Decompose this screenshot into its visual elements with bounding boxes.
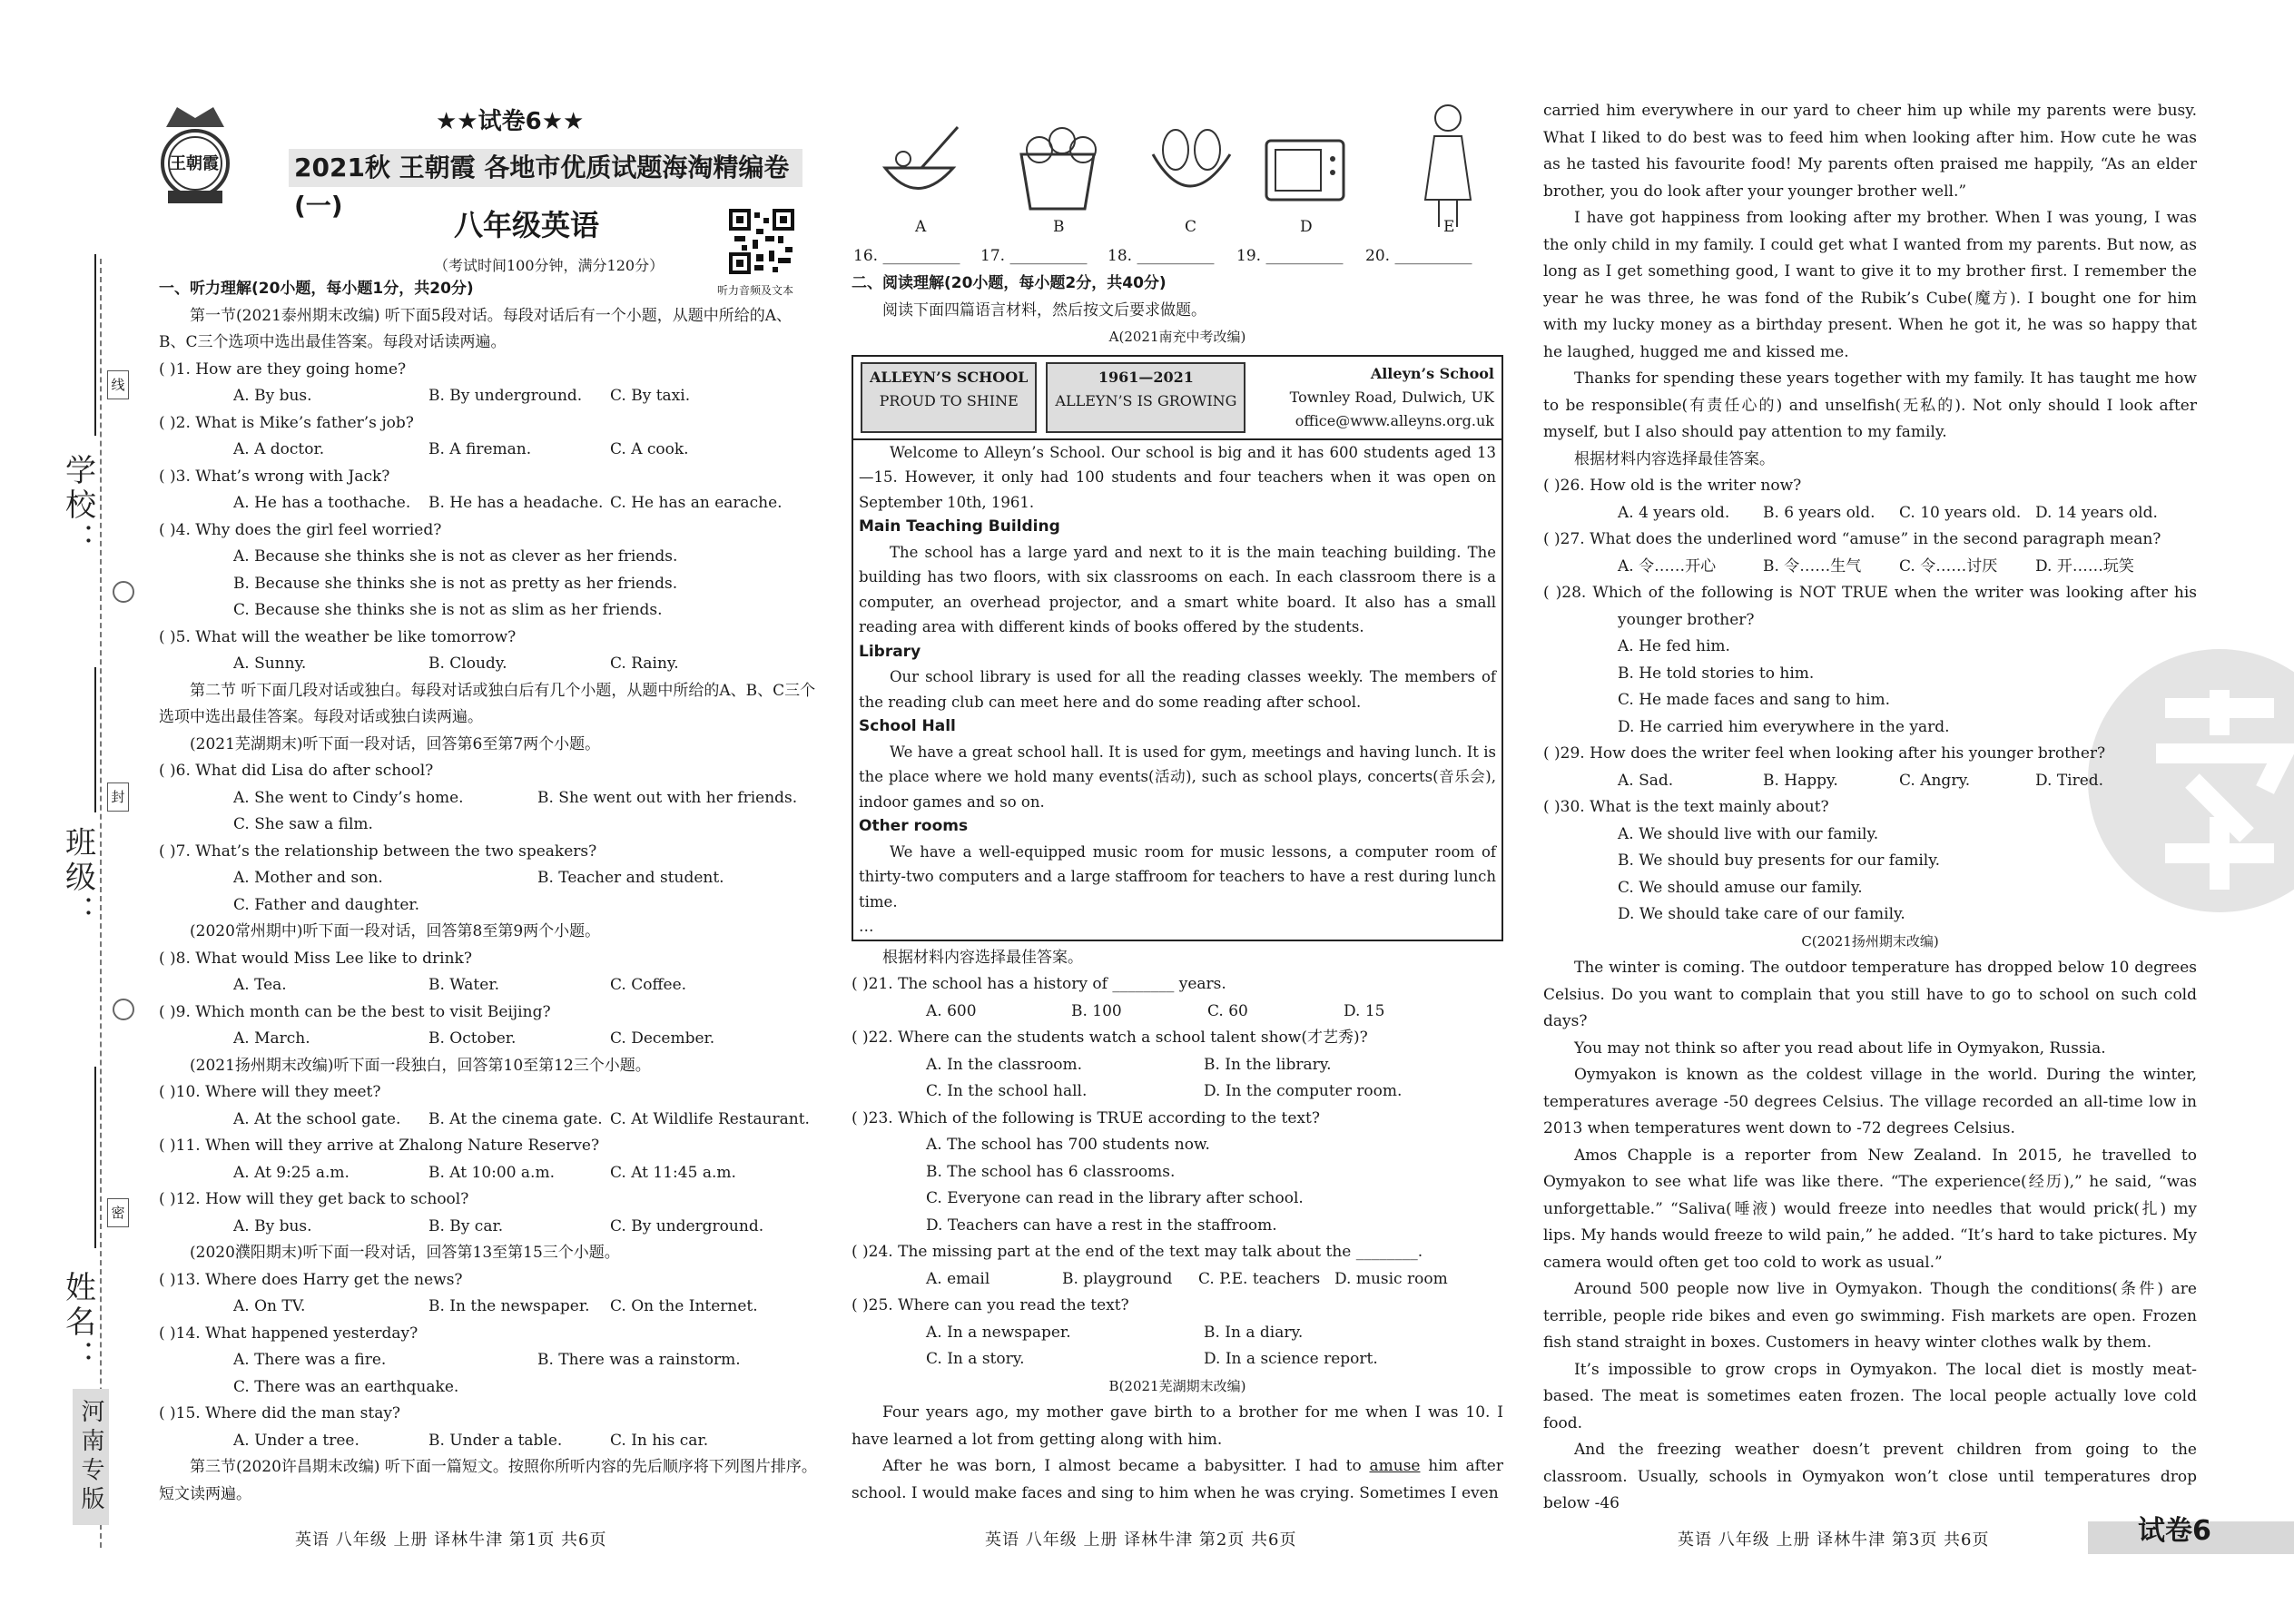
- option[interactable]: C. December.: [610, 1029, 715, 1048]
- option[interactable]: A. The school has 700 students now.: [926, 1136, 1210, 1154]
- paragraph: It’s impossible to grow crops in Oymyakon. The local diet is mostly meat-based. The meat is sometimes eaten frozen. The local people actually love cold food.: [1543, 1360, 2197, 1432]
- options: [1543, 768, 2197, 795]
- option[interactable]: A. By bus.: [233, 387, 312, 405]
- sub-intro: (2021扬州期末改编)听下面一段独白，回答第10至第12三个小题。: [190, 1056, 651, 1075]
- address-name: Alleyn’s School: [1370, 364, 1494, 382]
- paragraph: You may not think so after you read about life in Oymyakon, Russia.: [1574, 1038, 2106, 1058]
- option[interactable]: B. By underground.: [428, 387, 583, 405]
- option[interactable]: C. 60: [1207, 1001, 1248, 1020]
- option[interactable]: B. playground: [1062, 1269, 1173, 1288]
- option[interactable]: C. 令……讨厌: [1899, 556, 1998, 576]
- option[interactable]: B. The school has 6 classrooms.: [926, 1162, 1176, 1181]
- paragraph: The school has a large yard and next to it is the main teaching building. The building has two floors, with six classrooms on each. In each classroom there is a computer, an overhead projector, and a smart white board. It also has a small reading area with different kinds of books offered by the students.: [859, 543, 1496, 635]
- name-label: 姓名：: [59, 1271, 96, 1374]
- sub-intro: (2020濮阳期末)听下面一段对话，回答第13至第15三个小题。: [190, 1244, 620, 1262]
- instruction: 根据材料内容选择最佳答案。: [1574, 449, 1775, 468]
- option[interactable]: B. There was a rainstorm.: [537, 1351, 741, 1369]
- fold-line: [100, 259, 102, 1548]
- option[interactable]: B. In the library.: [1204, 1055, 1332, 1074]
- question: ( )30. What is the text mainly about?: [1543, 798, 1829, 816]
- page-title: 八年级英语: [454, 208, 600, 242]
- question: ( )15. Where did the man stay?: [159, 1404, 401, 1422]
- option[interactable]: B. In a diary.: [1204, 1323, 1304, 1342]
- logo-text: 王朝霞: [170, 154, 219, 173]
- option[interactable]: C. Father and daughter.: [233, 895, 420, 914]
- bind-mark-seal: 封: [107, 782, 129, 812]
- paper-number: ★★试卷6★★: [436, 108, 585, 135]
- address-street: Townley Road, Dulwich, UK: [1289, 388, 1494, 406]
- options: [159, 651, 817, 678]
- option[interactable]: A. On TV.: [233, 1297, 306, 1315]
- school-motto: PROUD TO SHINE: [879, 391, 1019, 409]
- option[interactable]: D. We should take care of our family.: [1618, 905, 1905, 923]
- section-heading: 二、阅读理解(20小题，每小题2分，共40分): [852, 274, 1167, 292]
- option[interactable]: B. Teacher and student.: [537, 869, 724, 887]
- school-name: ALLEYN’S SCHOOL: [870, 368, 1029, 386]
- qr-code-icon[interactable]: [729, 209, 794, 274]
- option[interactable]: A. Mother and son.: [233, 869, 383, 887]
- subheading: Other rooms: [859, 817, 969, 835]
- option[interactable]: C. Everyone can read in the library after school.: [926, 1189, 1304, 1207]
- question: ( )10. Where will they meet?: [159, 1083, 381, 1101]
- question: ( )9. Which month can be the best to visit Beijing?: [159, 1002, 551, 1021]
- option[interactable]: C. In a story.: [926, 1350, 1025, 1368]
- name-write-line[interactable]: [94, 1067, 96, 1248]
- paragraph: Our school library is used for all the reading classes weekly. The members of the reading club can meet here and do some reading after school.: [859, 668, 1496, 711]
- option[interactable]: A. 600: [926, 1001, 977, 1020]
- option[interactable]: D. 14 years old.: [2035, 503, 2158, 522]
- passage-source: C(2021扬州期末改编): [1801, 932, 1939, 950]
- options: [159, 383, 817, 410]
- option[interactable]: A. By bus.: [233, 1216, 312, 1235]
- paragraph: Thanks for spending these years together with my family. It has taught me how to be responsible(有责任心的) and unselfish(无私的). Not only should I look after myself, but I also should pay attention to my family.: [1543, 369, 2197, 441]
- answer-blanks: [853, 243, 1507, 271]
- subheading: School Hall: [859, 717, 956, 735]
- instruction: 第二节 听下面几段对话或独白。每段对话或独白后有几个小题，从题中所给的A、B、C三个选项中选出最佳答案。每段对话或独白读两遍。: [159, 681, 816, 726]
- option[interactable]: C. Because she thinks she is not as slim as her friends.: [233, 601, 663, 619]
- option[interactable]: B. He has a headache.: [428, 494, 604, 512]
- microwave-icon: [1266, 141, 1344, 200]
- option[interactable]: A. Sunny.: [233, 655, 307, 673]
- option[interactable]: C. 10 years old.: [1899, 503, 2022, 522]
- passage-a-box: [852, 355, 1503, 941]
- options: [159, 490, 817, 517]
- option[interactable]: A. In the classroom.: [926, 1055, 1083, 1074]
- option[interactable]: C. He has an earache.: [610, 494, 783, 512]
- question: ( )1. How are they going home?: [159, 359, 407, 379]
- option[interactable]: C. At 11:45 a.m.: [610, 1163, 736, 1182]
- paragraph: Around 500 people now live in Oymyakon. Though the conditions(条件) are terrible, people ride bikes and even go swimming. Fish markets are open. Frozen fish stand straight in boxes. Customers in heavy winter clothes walk by them.: [1543, 1280, 2197, 1352]
- option[interactable]: C. Rainy.: [610, 655, 679, 673]
- option[interactable]: A. 令……开心: [1618, 556, 1717, 576]
- sub-intro: (2020常州期中)听下面一段对话，回答第8至第9两个小题。: [190, 922, 601, 940]
- option[interactable]: B. A fireman.: [428, 440, 532, 458]
- passage-source: B(2021芜湖期末改编): [1108, 1377, 1246, 1394]
- class-write-line[interactable]: [94, 667, 96, 812]
- options: [852, 999, 1503, 1026]
- option[interactable]: C. There was an earthquake.: [233, 1377, 459, 1396]
- paragraph: Amos Chapple is a reporter from New Zealand. In 2015, he travelled to Oymyakon to see what life was like there. “The experience(经历),” he said, “was unforgettable.” “Saliva(唾液) would freeze into needles that would prick(扎) my lips. My hands would freeze to wild pain,” he added. “It’s hard to take pictures. My camera would often get too cold to work as usual.”: [1543, 1146, 2197, 1272]
- option[interactable]: B. He told stories to him.: [1618, 664, 1815, 683]
- options: [159, 1107, 817, 1134]
- girl-icon: [1425, 105, 1471, 227]
- question: ( )27. What does the underlined word “amuse” in the second paragraph mean?: [1543, 530, 2161, 548]
- answer-blank[interactable]: 17. __________: [980, 247, 1088, 265]
- picture-label: A: [915, 218, 927, 236]
- question: ( )8. What would Miss Lee like to drink?: [159, 949, 472, 968]
- option[interactable]: D. He carried him everywhere in the yard.: [1618, 717, 1950, 736]
- options: [159, 1428, 817, 1455]
- school-badge: [861, 362, 1037, 433]
- option[interactable]: B. 100: [1071, 1001, 1122, 1020]
- question: ( )22. Where can the students watch a school talent show(才艺秀)?: [852, 1029, 1368, 1047]
- column-1: [159, 276, 817, 1508]
- question: ( )25. Where can you read the text?: [852, 1296, 1129, 1314]
- address-email: office@www.alleyns.org.uk: [1295, 411, 1494, 429]
- answer-blank[interactable]: 16. __________: [853, 247, 960, 265]
- binding-hole-icon: [113, 581, 134, 603]
- question: ( )7. What’s the relationship between the two speakers?: [159, 842, 597, 861]
- paragraph: The winter is coming. The outdoor temperature has dropped below 10 degrees Celsius. Do you want to complain that you still have to go to school on such cold days?: [1543, 959, 2197, 1030]
- option[interactable]: D. Tired.: [2035, 771, 2104, 790]
- picture-label: E: [1443, 218, 1455, 236]
- option[interactable]: C. Coffee.: [610, 976, 687, 994]
- binding-hole-icon: [113, 999, 134, 1020]
- question: ( )13. Where does Harry get the news?: [159, 1270, 463, 1289]
- question: ( )29. How does the writer feel when looking after his younger brother?: [1543, 744, 2106, 763]
- option[interactable]: C. We should amuse our family.: [1618, 878, 1863, 897]
- option[interactable]: A. Tea.: [233, 976, 287, 994]
- years: 1961—2021: [1098, 368, 1194, 386]
- option[interactable]: C. A cook.: [610, 440, 689, 458]
- paragraph: We have a great school hall. It is used for gym, meetings and having lunch. It is the place where we hold many events(活动), such as school plays, concerts(音乐会), indoor games and so on.: [859, 743, 1496, 811]
- bind-mark-secret: 密: [107, 1198, 129, 1227]
- school-write-line[interactable]: [94, 254, 96, 436]
- options: [852, 1052, 1503, 1106]
- answer-blank[interactable]: 19. __________: [1236, 247, 1344, 265]
- option[interactable]: A. He fed him.: [1618, 637, 1730, 655]
- option[interactable]: B. 6 years old.: [1763, 503, 1876, 522]
- answer-blank[interactable]: 18. __________: [1108, 247, 1215, 265]
- options: [159, 1347, 817, 1374]
- option[interactable]: A. March.: [233, 1029, 310, 1048]
- column-2: [852, 271, 1503, 1507]
- options: [159, 1214, 817, 1241]
- option[interactable]: A. She went to Cindy’s home.: [233, 788, 464, 807]
- option[interactable]: C. By underground.: [610, 1216, 764, 1235]
- ellipsis: …: [859, 918, 874, 935]
- question: ( )14. What happened yesterday?: [159, 1324, 418, 1343]
- option[interactable]: A. Sad.: [1618, 771, 1674, 790]
- class-label: 班级：: [59, 826, 96, 930]
- option[interactable]: B. October.: [428, 1029, 517, 1048]
- anniversary-badge: [1046, 362, 1245, 433]
- options: [159, 865, 817, 892]
- option[interactable]: C. He made faces and sang to him.: [1618, 691, 1891, 709]
- paper-tag: 试卷6: [2138, 1515, 2211, 1547]
- options: [852, 1320, 1503, 1373]
- question: ( )2. What is Mike’s father’s job?: [159, 413, 414, 432]
- subheading: Main Teaching Building: [859, 517, 1060, 536]
- option[interactable]: C. By taxi.: [610, 387, 691, 405]
- option[interactable]: A. At 9:25 a.m.: [233, 1163, 350, 1182]
- paragraph: Welcome to Alleyn’s School. Our school is big and it has 600 students aged 13—15. However, it only had 100 students and four teachers when it was open on September 10th, 1961.: [859, 443, 1496, 511]
- question: ( )23. Which of the following is TRUE according to the text?: [852, 1108, 1320, 1127]
- answer-blank[interactable]: 20. __________: [1365, 247, 1472, 265]
- section-heading: 一、听力理解(20小题，每小题1分，共20分): [159, 280, 474, 298]
- paragraph: I have got happiness from looking after my brother. When I was young, I was the only child in my family. I could get what I wanted from my parents. But now, as long as I get something good, I want to give it to my brother first. I remember the year he was three, he was fond of the Rubik’s Cube(魔方). I bought one for him with my lucky money as a birthday present. When he got it, he was so happy that he laughed, hugged me and kissed me.: [1543, 209, 2197, 361]
- question: ( )3. What’s wrong with Jack?: [159, 467, 390, 486]
- growth-slogan: ALLEYN’S IS GROWING: [1055, 391, 1237, 409]
- question: ( )28. Which of the following is NOT TRUE when the writer was looking after his younger brother?: [1543, 584, 2197, 629]
- option[interactable]: B. Cloudy.: [428, 655, 507, 673]
- option[interactable]: B. At the cinema gate.: [428, 1109, 603, 1128]
- options: [159, 1160, 817, 1187]
- underlined-word: amuse: [1369, 1457, 1421, 1475]
- option[interactable]: A. A doctor.: [233, 440, 325, 458]
- question: ( )12. How will they get back to school?: [159, 1190, 469, 1208]
- paragraph: [852, 1453, 1503, 1507]
- option[interactable]: A. In a newspaper.: [926, 1323, 1071, 1342]
- option[interactable]: C. In the school hall.: [926, 1082, 1088, 1100]
- paragraph: We have a well-equipped music room for music lessons, a computer room of thirty-two computers and a large staffroom for teachers to have a rest during lunch time.: [859, 842, 1496, 910]
- options: [159, 1294, 817, 1321]
- school-header: [853, 357, 1501, 440]
- option[interactable]: C. She saw a film.: [233, 815, 373, 833]
- address-block: [1290, 362, 1494, 433]
- qr-caption: 听力音频及文本: [717, 284, 794, 297]
- sub-intro: (2021芜湖期末)听下面一段对话，回答第6至第7两个小题。: [190, 734, 601, 753]
- option[interactable]: B. At 10:00 a.m.: [428, 1163, 555, 1182]
- picture-label: D: [1300, 218, 1313, 236]
- option[interactable]: A. He has a toothache.: [233, 494, 411, 512]
- bind-mark-line: 线: [107, 370, 129, 399]
- option[interactable]: B. Happy.: [1763, 771, 1838, 790]
- option[interactable]: D. In a science report.: [1204, 1350, 1378, 1368]
- option[interactable]: C. On the Internet.: [610, 1297, 758, 1315]
- option[interactable]: D. In the computer room.: [1204, 1082, 1403, 1100]
- binding-margin: [0, 0, 136, 1624]
- option[interactable]: A. 4 years old.: [1618, 503, 1730, 522]
- option[interactable]: A. Because she thinks she is not as clever as her friends.: [233, 547, 678, 566]
- picture-label: C: [1185, 218, 1197, 236]
- option[interactable]: D. 开……玩笑: [2035, 556, 2134, 576]
- passage-a-body: [853, 440, 1501, 940]
- question: ( )24. The missing part at the end of the text may talk about the ________.: [852, 1243, 1423, 1261]
- options: [159, 437, 817, 464]
- brand-logo: [159, 100, 231, 209]
- option[interactable]: C. At Wildlife Restaurant.: [610, 1109, 810, 1128]
- option[interactable]: B. 令……生气: [1763, 556, 1862, 576]
- cooking-bowl-icon: [885, 127, 958, 189]
- column-3: [1543, 98, 2197, 1518]
- option[interactable]: A. email: [926, 1269, 990, 1288]
- question: ( )11. When will they arrive at Zhalong Nature Reserve?: [159, 1137, 600, 1155]
- option[interactable]: A. At the school gate.: [233, 1109, 401, 1128]
- option[interactable]: B. She went out with her friends.: [537, 788, 798, 807]
- page-footer: 英语 八年级 上册 译林牛津 第3页 共6页: [1678, 1530, 1990, 1550]
- option[interactable]: B. In the newspaper.: [428, 1297, 590, 1315]
- option[interactable]: A. There was a fire.: [233, 1351, 387, 1369]
- option[interactable]: B. We should buy presents for our family.: [1618, 851, 1940, 870]
- options: [159, 972, 817, 999]
- page-footer: 英语 八年级 上册 译林牛津 第2页 共6页: [985, 1530, 1297, 1550]
- option[interactable]: A. We should live with our family.: [1618, 824, 1879, 843]
- series-title: 2021秋 王朝霞 各地市优质试题海淘精编卷(一): [289, 149, 802, 187]
- paragraph: Four years ago, my mother gave birth to a brother for me when I was 10. I have learned a lot from getting along with him.: [852, 1403, 1503, 1449]
- option[interactable]: B. Under a table.: [428, 1431, 563, 1450]
- apple-basket-icon: [1021, 128, 1096, 209]
- region-tag: 河南专版: [73, 1389, 109, 1525]
- passage-source: A(2021南充中考改编): [1108, 329, 1246, 345]
- options: [1543, 554, 2197, 581]
- instruction: 根据材料内容选择最佳答案。: [882, 948, 1083, 967]
- question: ( )6. What did Lisa do after school?: [159, 762, 434, 780]
- option[interactable]: C. Angry.: [1899, 771, 1971, 790]
- paragraph: carried him everywhere in our yard to cheer him up while my parents were busy. What I liked to do best was to feed him when looking after him. How cute he was as he tasted his favourite food! My parents often praised me happily, “As an elder brother, you do look after your younger brother well.”: [1543, 102, 2197, 201]
- paragraph: And the freezing weather doesn’t prevent children from going to the classroom. Usually, schools in Oymyakon won’t close until temperatures drop below -46: [1543, 1441, 2197, 1512]
- option[interactable]: D. Teachers can have a rest in the staffroom.: [926, 1216, 1277, 1235]
- bread-basket-icon: [1153, 130, 1230, 186]
- option[interactable]: B. Water.: [428, 976, 499, 994]
- option[interactable]: A. Under a tree.: [233, 1431, 359, 1450]
- school-label: 学校：: [59, 454, 96, 557]
- option[interactable]: D. music room: [1334, 1269, 1448, 1288]
- options: [1543, 500, 2197, 527]
- picture-label: B: [1053, 218, 1065, 236]
- question: ( )21. The school has a history of ________ years.: [852, 975, 1226, 993]
- options: [159, 1026, 817, 1053]
- option[interactable]: B. Because she thinks she is not as pretty as her friends.: [233, 574, 678, 593]
- question: ( )5. What will the weather be like tomorrow?: [159, 627, 517, 646]
- instruction: 第一节(2021泰州期末改编) 听下面5段对话。每段对话后有一个小题，从题中所给的A、B、C三个选项中选出最佳答案。每段对话读两遍。: [159, 306, 793, 351]
- question: ( )4. Why does the girl feel worried?: [159, 520, 442, 539]
- text: him after school. I would make faces and sing to him when he was crying. Sometimes I even: [852, 1457, 1503, 1502]
- paragraph: Oymyakon is known as the coldest village in the world. During the winter, temperatures average -50 degrees Celsius. The village recorded an all-time low in 2013 when temperatures went down to -72 degrees Celsius.: [1543, 1066, 2197, 1137]
- option[interactable]: C. P.E. teachers: [1198, 1269, 1321, 1288]
- question: ( )26. How old is the writer now?: [1543, 477, 1802, 495]
- page-footer: 英语 八年级 上册 译林牛津 第1页 共6页: [295, 1530, 607, 1550]
- exam-info: （考试时间100分钟，满分120分）: [434, 257, 665, 274]
- instruction: 第三节(2020许昌期末改编) 听下面一篇短文。按照你所听内容的先后顺序将下列图片排序。短文读两遍。: [159, 1458, 817, 1503]
- option[interactable]: C. In his car.: [610, 1431, 709, 1450]
- option[interactable]: D. 15: [1344, 1001, 1385, 1020]
- subheading: Library: [859, 642, 921, 661]
- options: [159, 785, 817, 812]
- options: [852, 1266, 1503, 1294]
- instruction: 阅读下面四篇语言材料，然后按文后要求做题。: [882, 300, 1206, 320]
- option[interactable]: B. By car.: [428, 1216, 504, 1235]
- text: After he was born, I almost became a babysitter. I had to: [882, 1457, 1370, 1475]
